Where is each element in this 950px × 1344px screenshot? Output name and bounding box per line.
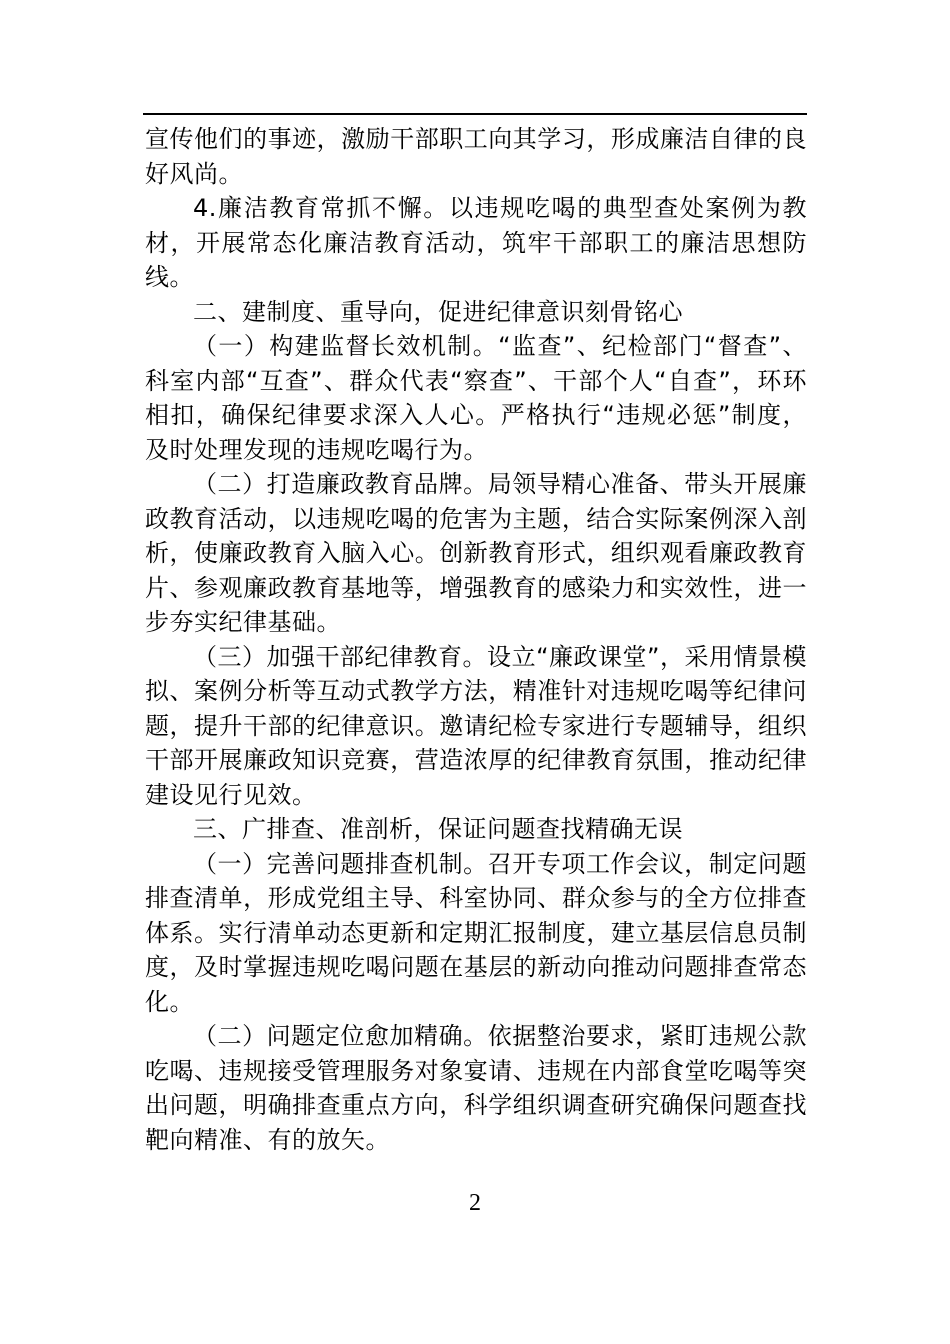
paragraph-2-3: （三）加强干部纪律教育。设立“廉政课堂”，采用情景模拟、案例分析等互动式教学方法，精准针对违规吃喝等纪律问题，提升干部的纪律意识。邀请纪检专家进行专题辅导，组织干部开展廉政知识竞赛，营造浓厚的纪律教育氛围，推动纪律建设见行见效。 (145, 642, 807, 809)
paragraph-item-4: 4.廉洁教育常抓不懈。以违规吃喝的典型查处案例为教材，开展常态化廉洁教育活动，筑牢干部职工的廉洁思想防线。 (145, 194, 807, 291)
header-rule (143, 113, 807, 115)
paragraph-2-2: （二）打造廉政教育品牌。局领导精心准备、带头开展廉政教育活动，以违规吃喝的危害为主题，结合实际案例深入剖析，使廉政教育入脑入心。创新教育形式，组织观看廉政教育片、参观廉政教育基地等，增强教育的感染力和实效性，进一步夯实纪律基础。 (145, 470, 807, 636)
paragraph-continuation: 宣传他们的事迹，激励干部职工向其学习，形成廉洁自律的良好风尚。 (145, 125, 807, 188)
page-number: 2 (469, 1190, 481, 1216)
paragraph-3-1: （一）完善问题排查机制。召开专项工作会议，制定问题排查清单，形成党组主导、科室协同、群众参与的全方位排查体系。实行清单动态更新和定期汇报制度，建立基层信息员制度，及时掌握违规吃喝问题在基层的新动向推动问题排查常态化。 (145, 849, 807, 1016)
paragraph-2-1: （一）构建监督长效机制。“监查”、纪检部门“督查”、科室内部“互查”、群众代表“察查”、干部个人“自查”，环环相扣，确保纪律要求深入人心。严格执行“违规必惩”制度，及时处理发现的违规吃喝行为。 (145, 332, 807, 464)
paragraph-3-2: （二）问题定位愈加精确。依据整治要求，紧盯违规公款吃喝、违规接受管理服务对象宴请、违规在内部食堂吃喝等突出问题，明确排查重点方向，科学组织调查研究确保问题查找靶向精准、有的放矢。 (145, 1022, 807, 1154)
document-body (145, 122, 807, 1157)
section-heading-3: 三、广排查、准剖析，保证问题查找精确无误 (193, 815, 683, 843)
section-heading-2: 二、建制度、重导向，促进纪律意识刻骨铭心 (193, 297, 683, 326)
